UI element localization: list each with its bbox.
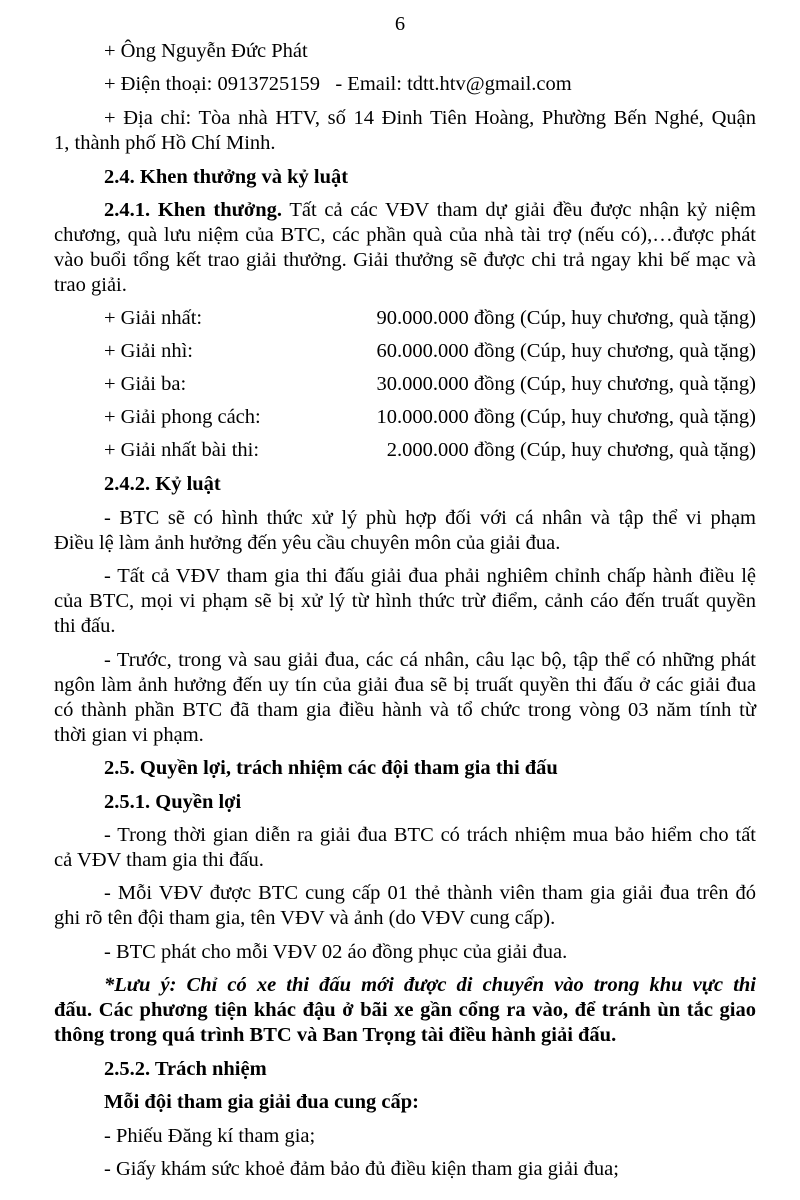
rights-3: - BTC phát cho mỗi VĐV 02 áo đồng phục của giải đua.: [104, 941, 568, 963]
rights-2-line-2: ghi rõ tên đội tham gia, tên VĐV và ảnh (do VĐV cung cấp).: [54, 907, 556, 929]
teams-provide-heading: Mỗi đội tham gia giải đua cung cấp:: [104, 1091, 419, 1113]
section-2-5-2-heading: 2.5.2. Trách nhiệm: [104, 1058, 267, 1080]
section-2-4-1-line-2: chương, quà lưu niệm của BTC, các phần quà của nhà tài trợ (nếu có),…được phát: [54, 224, 756, 246]
requirement-item: - Phiếu Đăng kí tham gia;: [104, 1125, 316, 1147]
section-2-4-heading: 2.4. Khen thưởng và kỷ luật: [104, 166, 349, 188]
discipline-3-line-1: - Trước, trong và sau giải đua, các cá nhân, câu lạc bộ, tập thể có những phát: [104, 649, 756, 671]
prize-label: + Giải nhì:: [104, 340, 193, 362]
contact-address-line-1: + Địa chỉ: Tòa nhà HTV, số 14 Đinh Tiên Hoàng, Phường Bến Nghé, Quận: [104, 107, 756, 129]
prize-amount: 30.000.000 đồng (Cúp, huy chương, quà tặng): [376, 373, 756, 395]
prize-amount: 90.000.000 đồng (Cúp, huy chương, quà tặng): [376, 307, 756, 329]
section-2-4-2-heading: 2.4.2. Kỷ luật: [104, 473, 221, 495]
contact-phone-email: + Điện thoại: 0913725159 - Email: tdtt.htv@gmail.com: [104, 73, 572, 95]
prize-amount: 60.000.000 đồng (Cúp, huy chương, quà tặng): [376, 340, 756, 362]
note-line-3: thông trong quá trình BTC và Ban Trọng tài điều hành giải đấu.: [54, 1024, 617, 1046]
rights-2-line-1: - Mỗi VĐV được BTC cung cấp 01 thẻ thành viên tham gia giải đua trên đó: [104, 882, 756, 904]
discipline-2-line-2: của BTC, mọi vi phạm sẽ bị xử lý từ hình thức trừ điểm, cảnh cáo đến truất quyền: [54, 590, 756, 612]
discipline-2-line-3: thi đấu.: [54, 615, 116, 637]
section-2-5-heading: 2.5. Quyền lợi, trách nhiệm các đội tham gia thi đấu: [104, 757, 558, 779]
note-line-2: đấu. Các phương tiện khác đậu ở bãi xe gần cổng ra vào, để tránh ùn tắc giao: [54, 999, 756, 1021]
section-2-4-1-title: 2.4.1. Khen thưởng.: [104, 199, 283, 221]
discipline-3-line-3: có thành phần BTC đã tham gia điều hành và tổ chức trong vòng 03 năm tính từ: [54, 699, 756, 721]
discipline-1-line-2: Điều lệ làm ảnh hưởng đến yêu cầu chuyên môn của giải đua.: [54, 532, 561, 554]
page-number: 6: [394, 13, 406, 35]
section-2-4-1-text: Tất cả các VĐV tham dự giải đều được nhận kỷ niệm: [282, 199, 756, 221]
note-line-1: *Lưu ý: Chỉ có xe thi đấu mới được di chuyển vào trong khu vực thi: [104, 974, 756, 996]
section-2-4-1-line-3: vào buổi tổng kết trao giải thưởng. Giải thưởng sẽ được chi trả ngay khi bế mạc và: [54, 249, 756, 271]
section-2-4-1-line-1: [104, 198, 756, 223]
prize-amount: 10.000.000 đồng (Cúp, huy chương, quà tặng): [376, 406, 756, 428]
prize-label: + Giải phong cách:: [104, 406, 261, 428]
discipline-1-line-1: - BTC sẽ có hình thức xử lý phù hợp đối với cá nhân và tập thể vi phạm: [104, 507, 756, 529]
prize-label: + Giải ba:: [104, 373, 187, 395]
rights-1-line-2: cả VĐV tham gia thi đấu.: [54, 849, 264, 871]
discipline-3-line-2: ngôn làm ảnh hưởng đến uy tín của giải đua sẽ bị truất quyền thi đấu ở các giải đua: [54, 674, 756, 696]
contact-address-line-2: 1, thành phố Hồ Chí Minh.: [54, 132, 276, 154]
rights-1-line-1: - Trong thời gian diễn ra giải đua BTC có trách nhiệm mua bảo hiểm cho tất: [104, 824, 756, 846]
discipline-3-line-4: thời gian vi phạm.: [54, 724, 204, 746]
contact-person: + Ông Nguyễn Đức Phát: [104, 40, 308, 62]
prize-amount: 2.000.000 đồng (Cúp, huy chương, quà tặng): [386, 439, 756, 461]
prize-label: + Giải nhất:: [104, 307, 203, 329]
prize-label: + Giải nhất bài thi:: [104, 439, 260, 461]
section-2-5-1-heading: 2.5.1. Quyền lợi: [104, 791, 242, 813]
requirement-item: - Giấy khám sức khoẻ đảm bảo đủ điều kiện tham gia giải đua;: [104, 1158, 619, 1180]
discipline-2-line-1: - Tất cả VĐV tham gia thi đấu giải đua phải nghiêm chỉnh chấp hành điều lệ: [104, 565, 756, 587]
section-2-4-1-line-4: trao giải.: [54, 274, 127, 296]
